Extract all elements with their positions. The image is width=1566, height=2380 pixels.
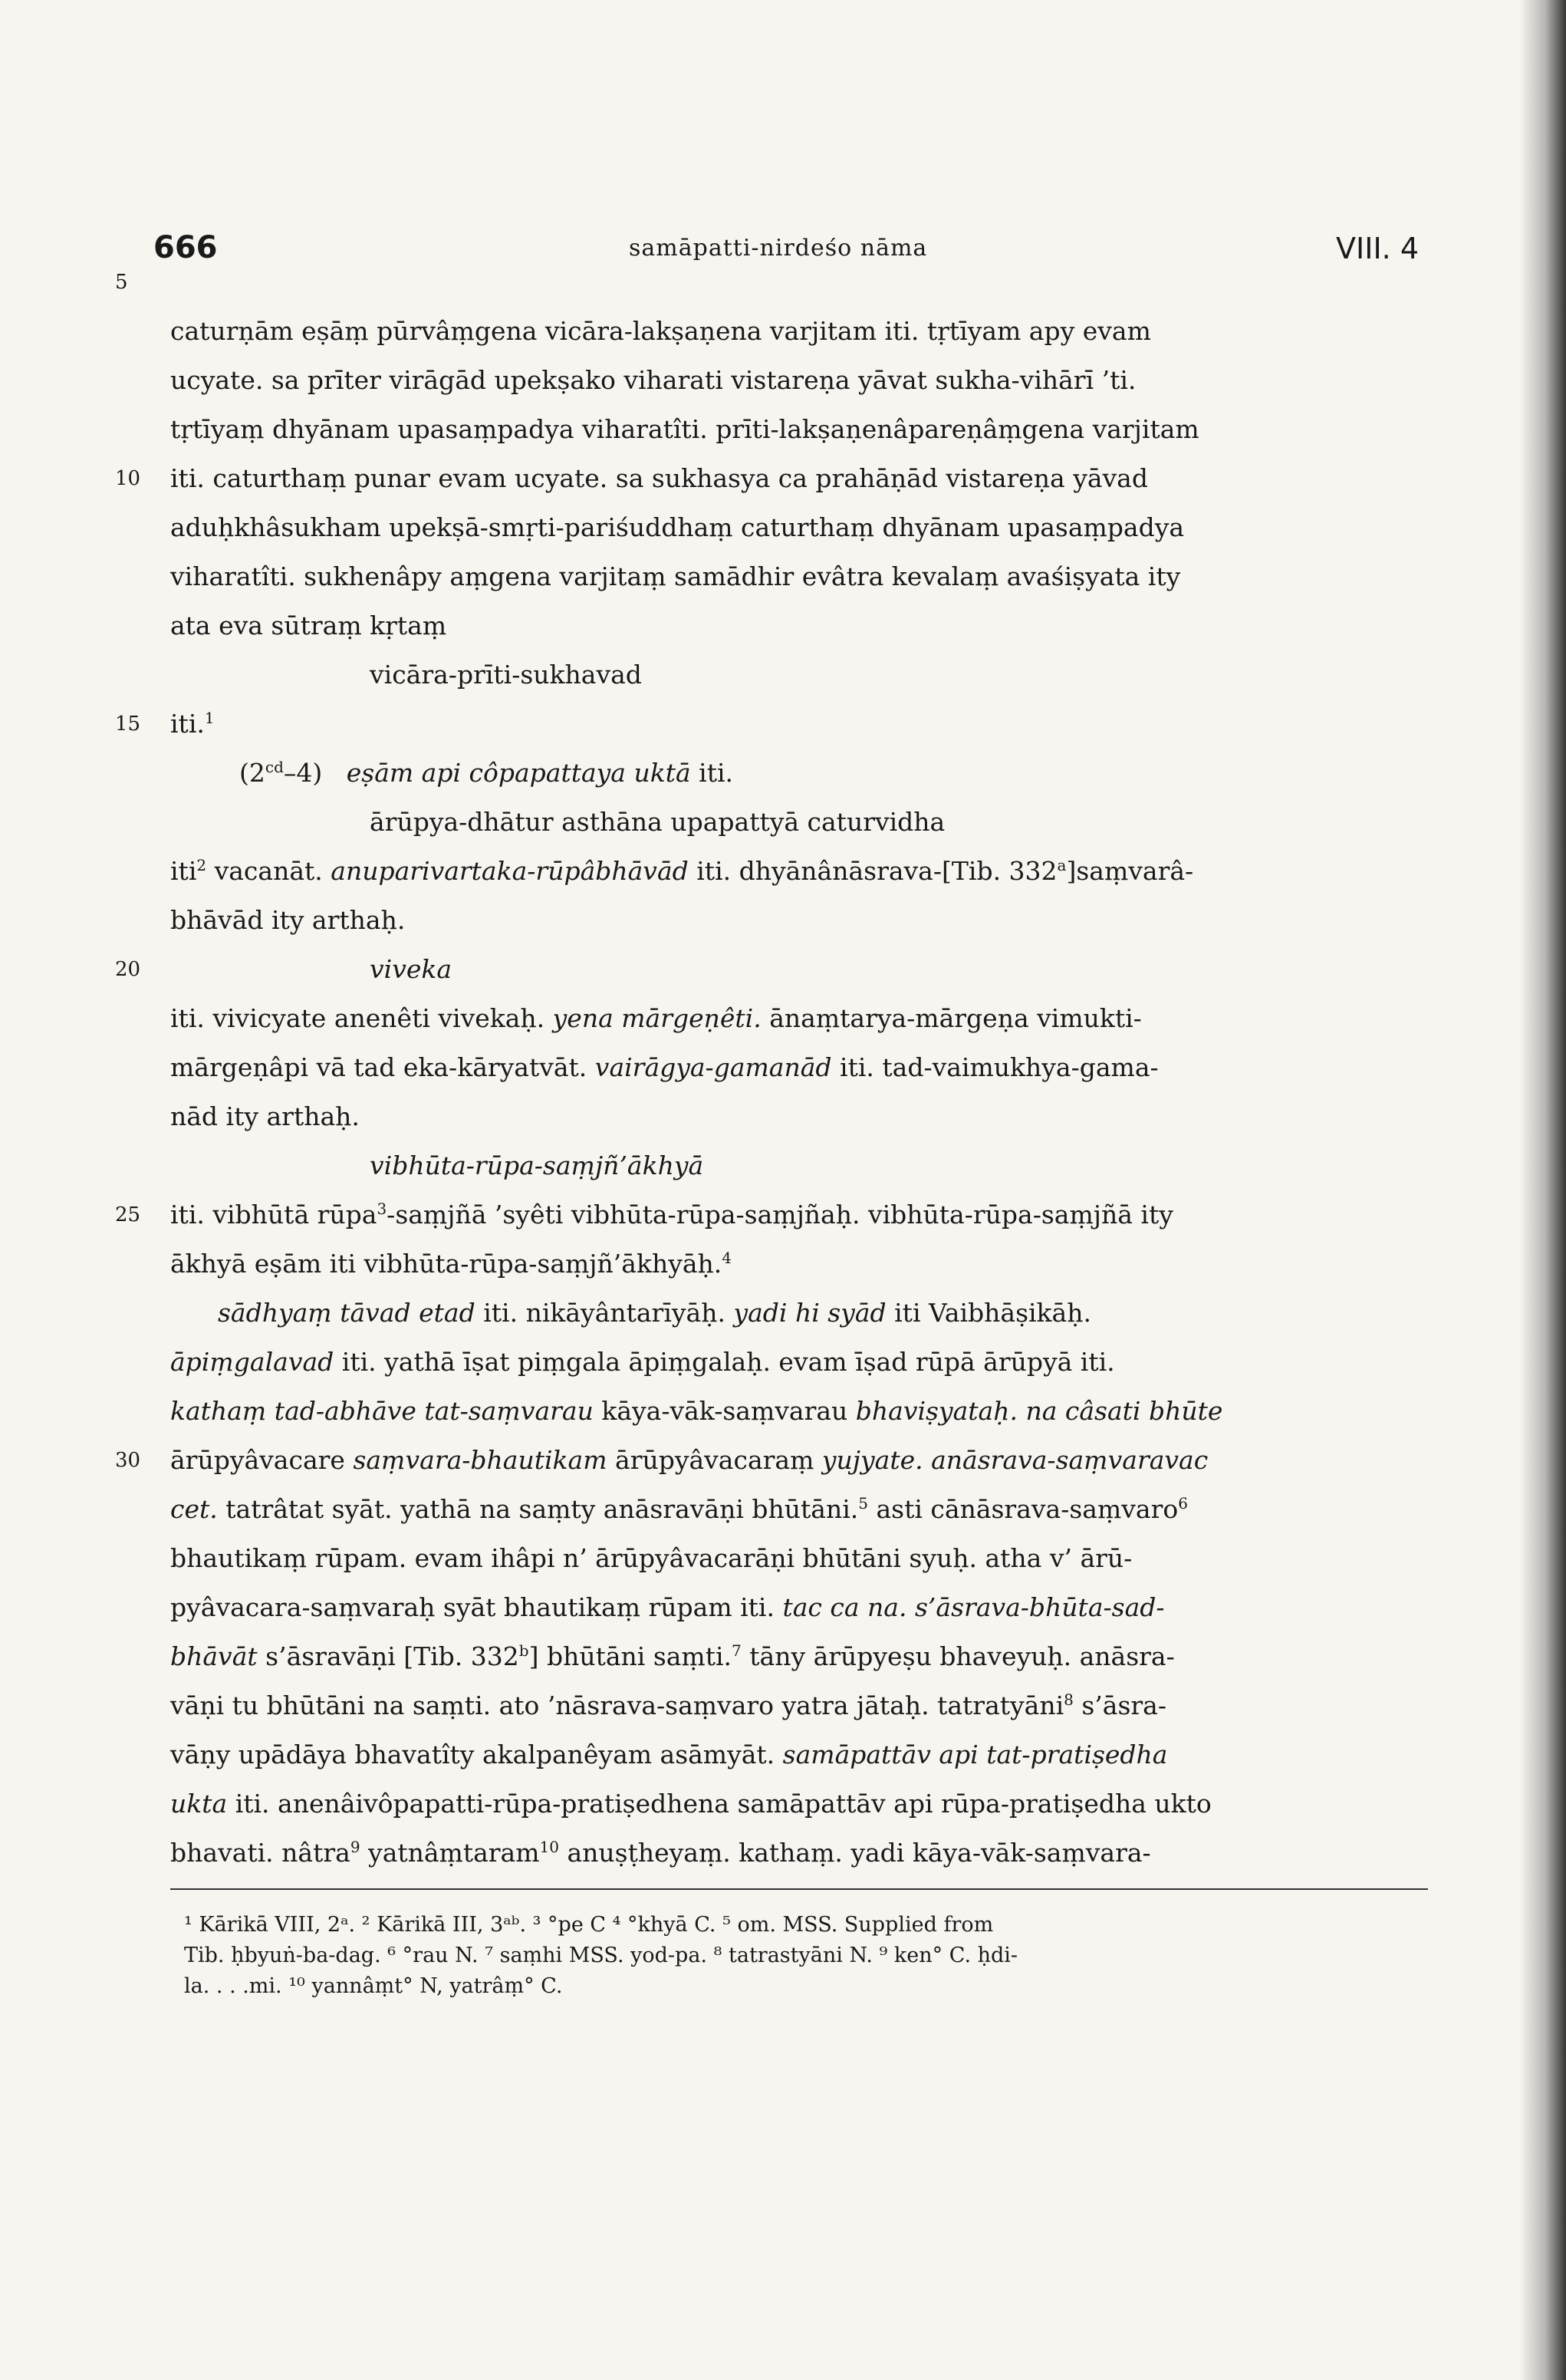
line-number: 10 — [115, 467, 141, 490]
verse-line: vicāra-prīti-sukhavad — [370, 660, 642, 690]
book-spine-shadow — [1520, 0, 1566, 2380]
text-line: bhāvād ity arthaḥ. — [170, 905, 406, 935]
text-line: vāṇi tu bhūtāni na saṃti. ato ’nāsrava-saṃvaro yatra jātaḥ. tatratyāni$^8$ s’āsra- — [170, 1690, 1167, 1720]
text-line: viharatîti. sukhenâpy aṃgena varjitaṃ samādhir evâtra kevalaṃ avaśiṣyata ity — [170, 561, 1181, 591]
line-number: 20 — [115, 958, 141, 981]
line-number: 30 — [115, 1449, 141, 1472]
verse-line: ārūpya-dhātur asthāna upapattyā caturvidha — [370, 807, 946, 837]
text-line: caturṇām eṣāṃ pūrvâṃgena vicāra-lakṣaṇena varjitam iti. tṛtīyam apy evam — [170, 316, 1151, 346]
running-title: samāpatti-nirdeśo nāma — [629, 235, 928, 262]
text-line: pyâvacara-saṃvaraḥ syāt bhautikaṃ rūpam iti. tac ca na. s’āsrava-bhūta-sad- — [170, 1592, 1165, 1622]
text-line: iti. caturthaṃ punar evam ucyate. sa sukhasya ca prahāṇād vistareṇa yāvad — [170, 463, 1148, 493]
verse-ref-line: $(2^{cd}-4)$ eṣām api côpapattaya uktā iti. — [239, 758, 734, 788]
text-line: ata eva sūtraṃ kṛtaṃ — [170, 611, 447, 640]
text-line: iti$^2$ vacanāt. anuparivartaka-rūpâbhāvād iti. dhyānânāsrava-[Tib. 332$^a$]saṃvarâ- — [170, 856, 1194, 886]
text-line: iti. vibhūtā rūpa$^3$-saṃjñā ’syêti vibhūta-rūpa-saṃjñaḥ. vibhūta-rūpa-saṃjñā ity — [170, 1200, 1173, 1230]
line-number: 5 — [115, 271, 128, 294]
text-line: āpiṃgalavad iti. yathā īṣat piṃgala āpiṃgalaḥ. evam īṣad rūpā ārūpyā iti. — [170, 1347, 1115, 1377]
text-line: bhautikaṃ rūpam. evam ihâpi n’ ārūpyâvacarāṇi bhūtāni syuḥ. atha v’ ārū- — [170, 1543, 1133, 1573]
verse-line: viveka — [370, 954, 452, 984]
footnote-line: ¹ Kārikā VIII, 2ᵃ. ² Kārikā III, 3ᵃᵇ. ³ °pe C ⁴ °khyā C. ⁵ om. MSS. Supplied from — [184, 1913, 994, 1937]
footnote-rule — [170, 1888, 1428, 1890]
text-line: ākhyā eṣām iti vibhūta-rūpa-saṃjñ’ākhyāḥ.$^4$ — [170, 1249, 732, 1279]
text-line: ucyate. sa prīter virāgād upekṣako viharati vistareṇa yāvat sukha-vihārī ’ti. — [170, 365, 1137, 395]
verse-line: vibhūta-rūpa-saṃjñ’ākhyā — [370, 1150, 704, 1180]
page-header — [153, 230, 1457, 276]
text-line: iti. vivicyate anenêti vivekaḥ. yena mārgeṇêti. ānaṃtarya-mārgeṇa vimukti- — [170, 1003, 1142, 1033]
text-line: tṛtīyaṃ dhyānam upasaṃpadya viharatîti. prīti-lakṣaṇenâpareṇâṃgena varjitam — [170, 414, 1199, 444]
text-line: kathaṃ tad-abhāve tat-saṃvarau kāya-vāk-saṃvarau bhaviṣyataḥ. na câsati bhūte — [170, 1396, 1223, 1426]
chapter-reference: VIII. 4 — [1336, 232, 1419, 265]
text-line: bhavati. nâtra$^9$ yatnâṃtaram$^{10}$ anuṣṭheyaṃ. kathaṃ. yadi kāya-vāk-saṃvara- — [170, 1838, 1151, 1868]
page-number: 666 — [153, 230, 218, 265]
text-line: sādhyaṃ tāvad etad iti. nikāyântarīyāḥ. yadi hi syād iti Vaibhāṣikāḥ. — [218, 1298, 1091, 1328]
text-line: nād ity arthaḥ. — [170, 1101, 360, 1131]
text-line: cet. tatrâtat syāt. yathā na saṃty anāsravāṇi bhūtāni.$^5$ asti cānāsrava-saṃvaro$^6$ — [170, 1494, 1188, 1524]
text-line: iti.$^1$ — [170, 709, 215, 739]
line-number: 25 — [115, 1203, 141, 1226]
text-line: bhāvāt s’āsravāṇi [Tib. 332$^b$] bhūtāni saṃti.$^7$ tāny ārūpyeṣu bhaveyuḥ. anāsra- — [170, 1641, 1175, 1671]
footnote-line: Tib. ḥbyuṅ-ba-dag. ⁶ °rau N. ⁷ saṃhi MSS. yod-pa. ⁸ tatrastyāni N. ⁹ ken° C. ḥdi- — [184, 1944, 1018, 1967]
text-line: ārūpyâvacare saṃvara-bhautikam ārūpyâvacaraṃ yujyate. anāsrava-saṃvaravac — [170, 1445, 1209, 1475]
footnote-line: la. . . .mi. ¹⁰ yannâṃt° N, yatrâṃ° C. — [184, 1974, 563, 1998]
text-line: mārgeṇâpi vā tad eka-kāryatvāt. vairāgya-gamanād iti. tad-vaimukhya-gama- — [170, 1052, 1159, 1082]
text-line: vāṇy upādāya bhavatîty akalpanêyam asāmyāt. samāpattāv api tat-pratiṣedha — [170, 1740, 1168, 1769]
text-line: aduḥkhâsukham upekṣā-smṛti-pariśuddhaṃ caturthaṃ dhyānam upasaṃpadya — [170, 512, 1185, 542]
line-number: 15 — [115, 713, 141, 736]
text-line: ukta iti. anenâivôpapatti-rūpa-pratiṣedhena samāpattāv api rūpa-pratiṣedha ukto — [170, 1789, 1212, 1819]
